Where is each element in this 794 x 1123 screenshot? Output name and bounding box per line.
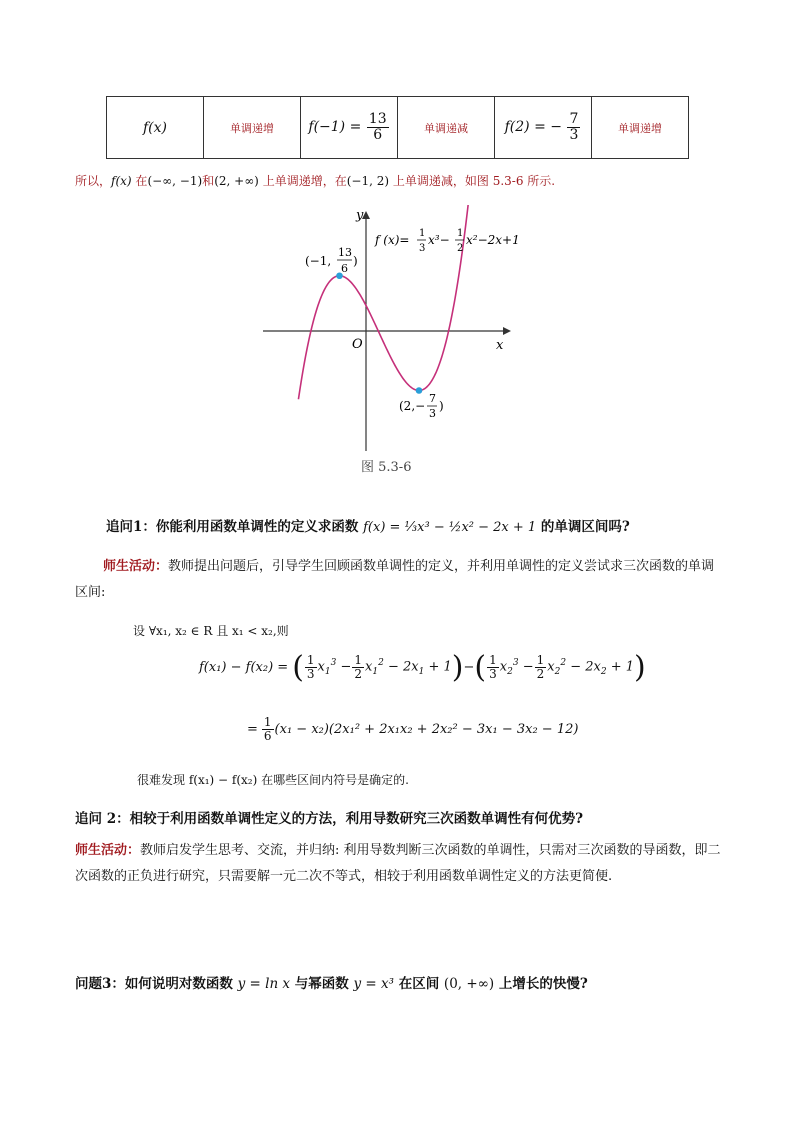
conclusion-and: 和 xyxy=(202,174,215,188)
q3-power-function: y = x³ xyxy=(353,976,395,992)
q3-tail: 上增长的快慢? xyxy=(498,976,588,992)
formula-frac2-num: 1 xyxy=(457,228,464,239)
fraction-denominator: 3 xyxy=(306,667,315,681)
max-label-prefix: (−1, xyxy=(305,254,332,268)
interval-3: (−1, 2) xyxy=(346,174,390,188)
conclusion-mid1: 在 xyxy=(135,174,148,188)
max-label-suffix: ) xyxy=(353,254,358,268)
y-axis-label: y xyxy=(356,208,364,223)
fraction-denominator: 3 xyxy=(489,667,497,681)
conclusion-mid2: 上单调递增，在 xyxy=(262,174,347,188)
monotonicity-table xyxy=(106,96,689,159)
paren-close-icon: ) xyxy=(634,650,646,685)
derivation-line-2 xyxy=(247,716,578,742)
fraction-denominator: 3 xyxy=(569,127,579,143)
question-follow-up-2: 追问 2：相较于利用函数单调性定义的方法，利用导数研究三次函数单调性有何优势? xyxy=(75,811,584,827)
min-label-prefix: (2,− xyxy=(399,399,426,413)
table-cell-f-minus-1 xyxy=(301,97,398,159)
f-2-fraction xyxy=(567,112,580,142)
minus-sign: − xyxy=(463,660,475,675)
q1-tail: 的单调区间吗? xyxy=(540,519,630,535)
fraction-numerator: 1 xyxy=(536,653,545,668)
term-x1-rest: $x_1^2 - 2x_1 + 1$ xyxy=(365,658,452,677)
origin-label: O xyxy=(352,337,363,352)
min-label-den: 3 xyxy=(429,407,436,420)
activity1-label: 师生活动： xyxy=(103,559,169,574)
q3-mid2: 在区间 xyxy=(398,976,440,992)
formula-frac1-num: 1 xyxy=(419,228,426,239)
f-minus-1-fraction xyxy=(367,112,389,142)
fraction-denominator: 2 xyxy=(354,667,363,681)
frac-one-third-a xyxy=(305,654,317,680)
q3-lead: 问题3：如何说明对数函数 xyxy=(75,976,233,992)
q1-formula: f(x) = ⅓x³ − ½x² − 2x + 1 xyxy=(363,520,537,535)
activity-2 xyxy=(75,838,725,890)
formula-frac2-den: 2 xyxy=(457,243,464,254)
local-min-point xyxy=(416,387,423,394)
frac-one-third-b xyxy=(487,654,499,680)
activity-1 xyxy=(75,554,719,606)
q3-mid: 与幂函数 xyxy=(294,976,349,992)
table-cell-fx xyxy=(107,97,204,159)
question-follow-up-1 xyxy=(106,515,630,535)
derivation-line2-rhs: (x₁ − x₂)(2x₁² + 2x₁x₂ + 2x₂² − 3x₁ − 3x₂ − 12) xyxy=(274,721,579,737)
fraction-numerator: 1 xyxy=(306,653,315,668)
paren-close-icon: ) xyxy=(451,650,464,685)
fraction-denominator: 6 xyxy=(263,728,272,743)
formula-prefix: f (x)= xyxy=(375,233,410,247)
max-label-num: 13 xyxy=(338,246,352,259)
x-axis-label: x xyxy=(496,338,504,353)
frac-one-half-b xyxy=(535,654,547,680)
min-label-suffix: ) xyxy=(439,399,444,413)
x-axis-arrow-icon xyxy=(503,327,511,335)
table-cell-increasing-1: 单调递增 xyxy=(204,97,301,159)
question-3 xyxy=(75,972,588,992)
f-2-lhs: f(2) = − xyxy=(504,119,562,136)
min-label-num: 7 xyxy=(429,392,436,405)
fraction-numerator: 1 xyxy=(489,653,497,668)
function-formula xyxy=(374,228,520,254)
min-point-label xyxy=(399,392,444,420)
fraction-denominator: 2 xyxy=(536,667,545,681)
activity1-text: 教师提出问题后，引导学生回顾函数单调性的定义，并利用单调性的定义尝试求三次函数的单调区间: xyxy=(75,559,715,600)
frac-one-half-a xyxy=(352,654,364,680)
frac-one-sixth xyxy=(262,716,274,742)
table-cell-decreasing: 单调递减 xyxy=(398,97,495,159)
formula-term2: x²−2x+1 xyxy=(466,233,520,247)
paren-open-icon: ( xyxy=(292,650,304,685)
activity2-text: 教师启发学生思考、交流，并归纳: 利用导数判断三次函数的单调性，只需对三次函数的导函数，即二次函数的正负进行研究，只需要解一元二次不等式，相较于利用函数单调性定义的方法更简便. xyxy=(75,843,721,884)
fx-text: f(x) xyxy=(142,119,167,136)
formula-term1: x³− xyxy=(428,233,450,247)
conclusion-fx: f(x) xyxy=(111,174,132,188)
term-x2-cubed: $x_2^3$ − xyxy=(499,658,534,677)
figure-caption: 图 5.3-6 xyxy=(361,460,412,475)
formula-frac1-den: 3 xyxy=(419,243,426,254)
derivation-line2-lhs: = xyxy=(247,721,258,737)
interval-2: (2, +∞) xyxy=(214,174,259,188)
max-label-den: 6 xyxy=(341,262,348,275)
paren-open-icon: ( xyxy=(474,650,487,685)
derivation-remark: 很难发现 f(x₁) − f(x₂) 在哪些区间内符号是确定的. xyxy=(137,773,409,787)
conclusion-prefix: 所以， xyxy=(75,174,112,188)
f-minus-1-lhs: f(−1) = xyxy=(308,119,362,136)
conclusion-tail: 上单调递减，如图 5.3-6 所示. xyxy=(392,174,556,188)
conclusion-line xyxy=(75,172,555,189)
q3-interval: (0, +∞) xyxy=(443,976,495,992)
term-x1-cubed: $x_1^3$ − xyxy=(317,658,352,677)
derivation-line1-lhs: f(x₁) − f(x₂) = xyxy=(199,660,289,675)
fraction-numerator: 1 xyxy=(354,653,363,668)
term-x2-rest: $x_2^2 - 2x_2 + 1$ xyxy=(547,658,634,677)
cubic-function-graph xyxy=(255,205,525,475)
fraction-numerator: 13 xyxy=(368,111,387,128)
fraction-numerator: 7 xyxy=(569,111,579,128)
derivation-setup: 设 ∀x₁, x₂ ∈ R 且 x₁ < x₂,则 xyxy=(133,624,289,638)
q1-lead: 追问1：你能利用函数单调性的定义求函数 xyxy=(106,519,359,535)
table-cell-increasing-2: 单调递增 xyxy=(592,97,689,159)
interval-1: (−∞, −1) xyxy=(147,174,203,188)
derivation-line-1 xyxy=(199,650,646,685)
table-cell-f-2 xyxy=(495,97,592,159)
fraction-numerator: 1 xyxy=(263,715,272,729)
activity2-label: 师生活动： xyxy=(75,843,141,858)
fraction-denominator: 6 xyxy=(373,127,383,143)
max-point-label xyxy=(305,246,358,275)
q3-log-function: y = ln x xyxy=(237,976,291,992)
